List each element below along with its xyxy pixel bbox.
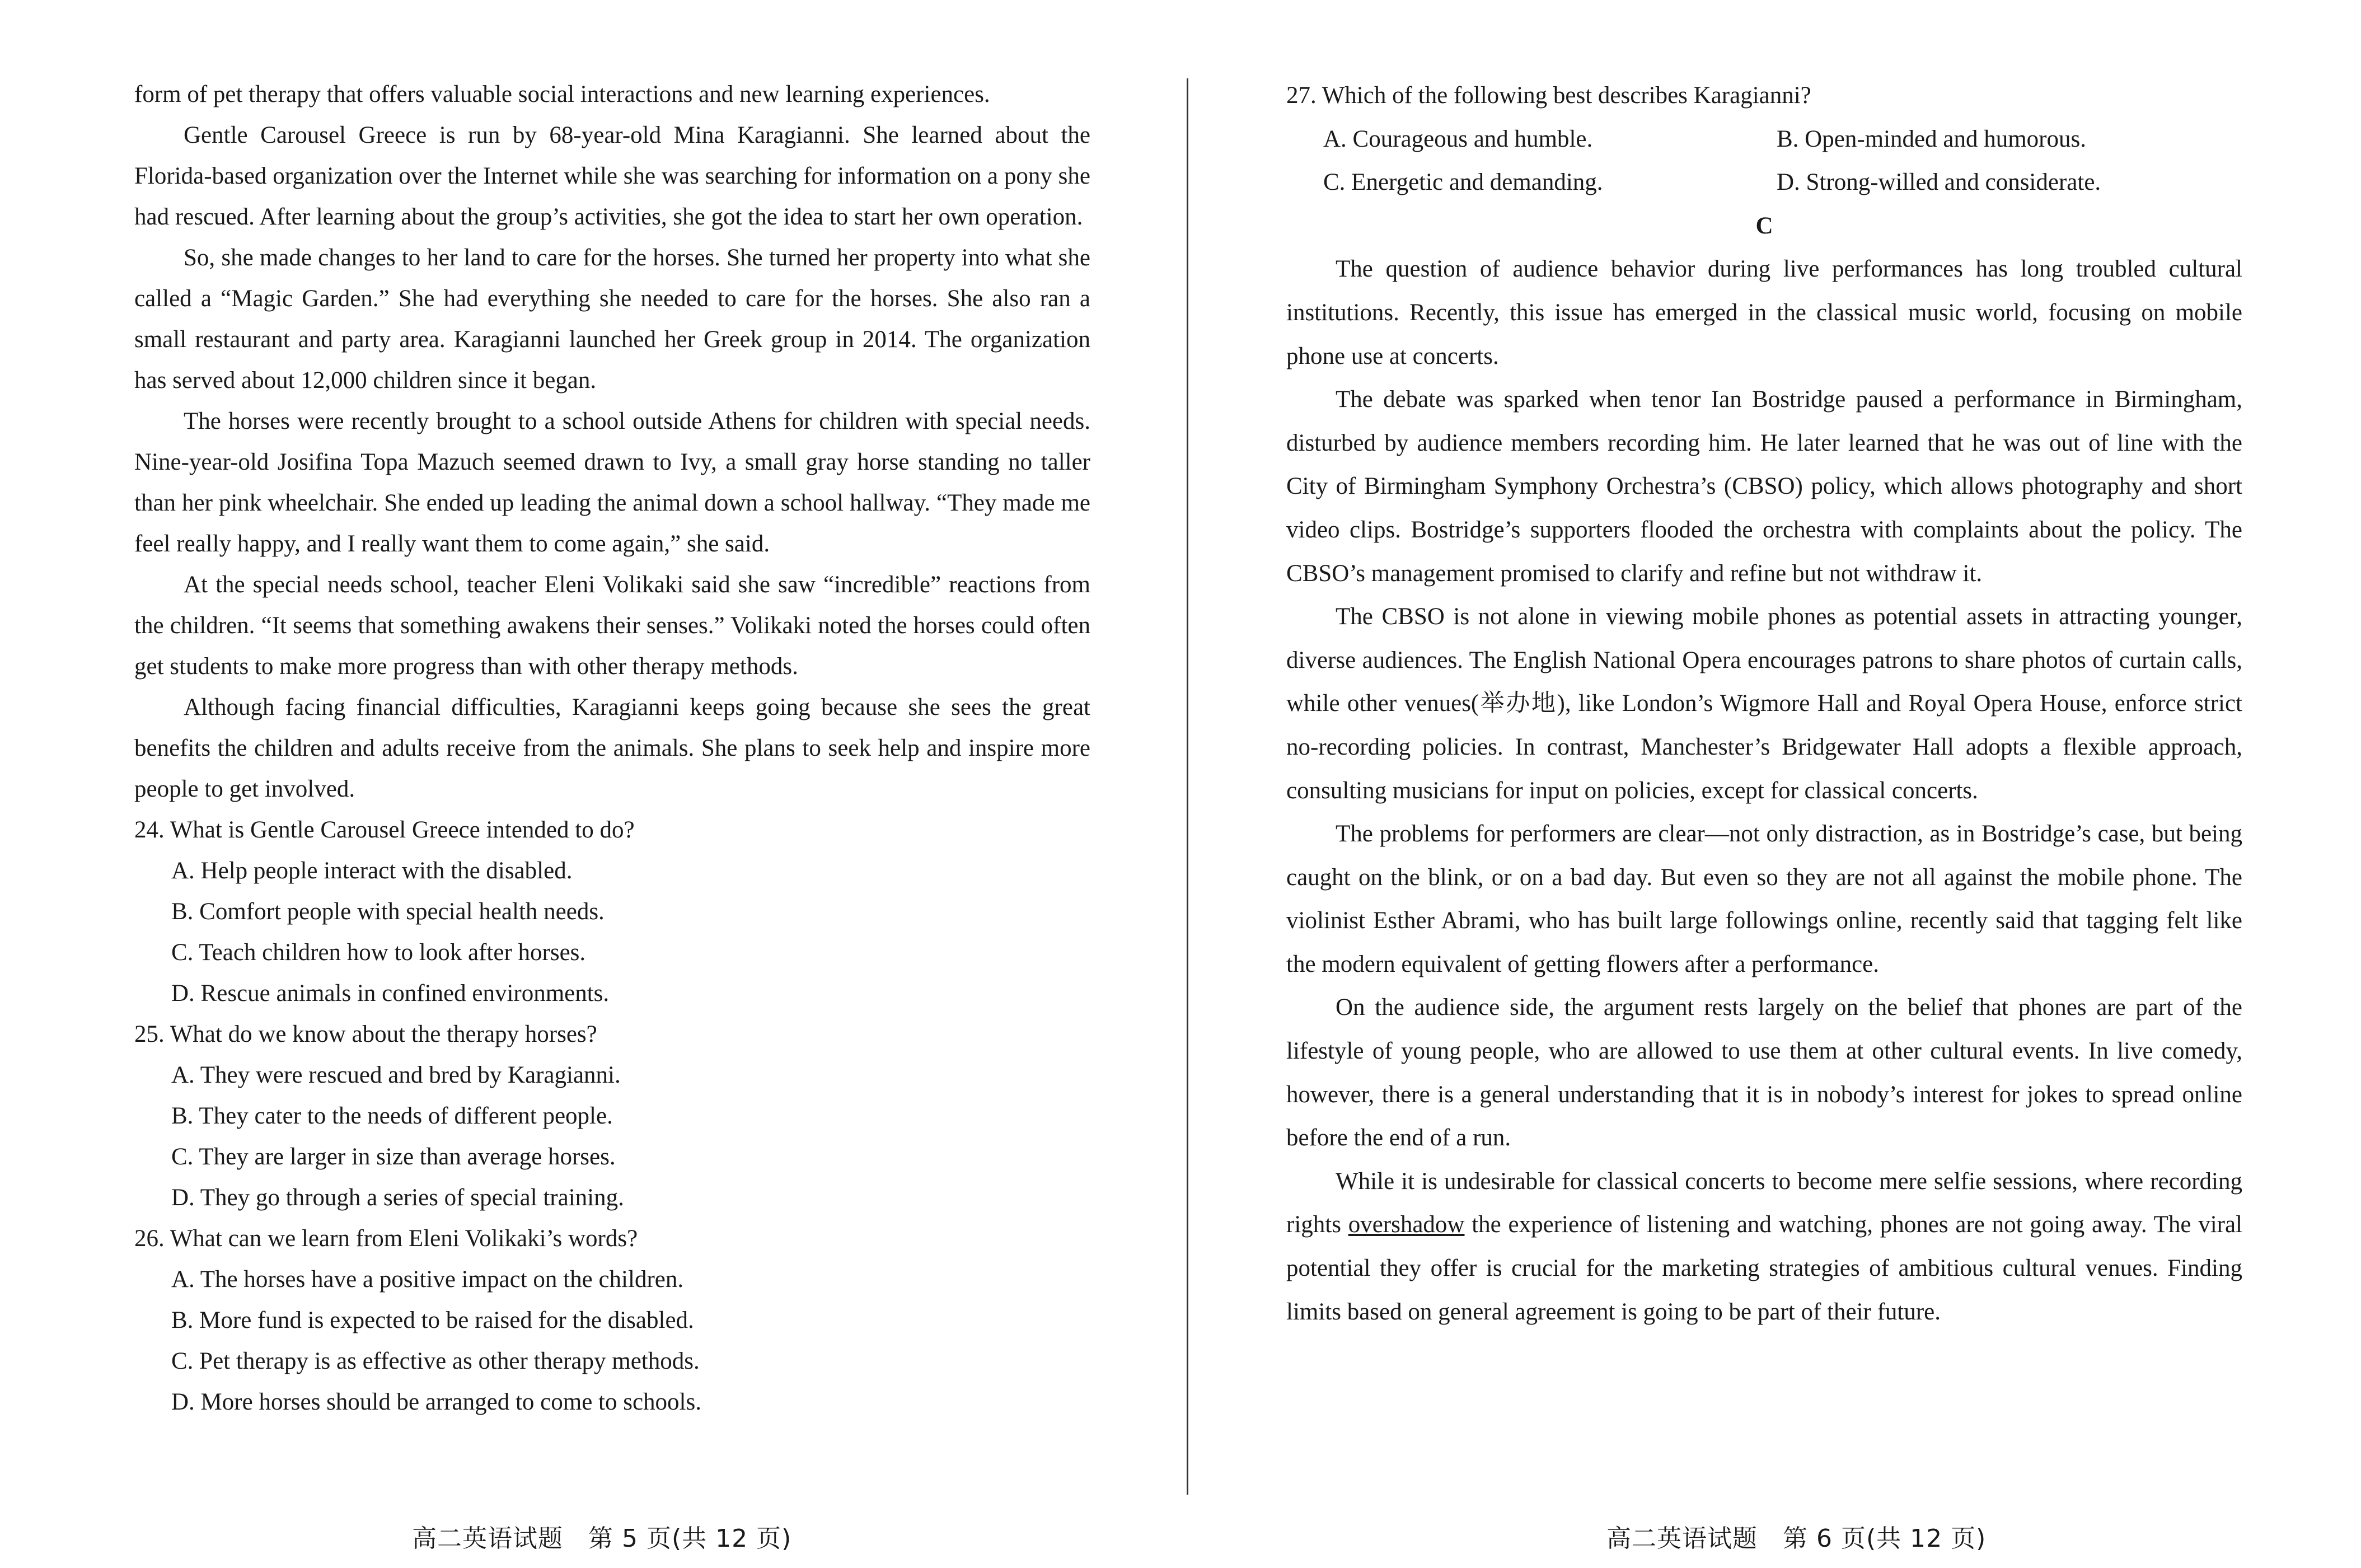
page-divider	[1187, 78, 1188, 1495]
paragraph: Gentle Carousel Greece is run by 68-year-old Mina Karagianni. She learned about the Florida-based organization over the Internet while she was searching for information on a pony she had rescued. After learning about the group’s activities, she got the idea to start her own operation.	[134, 122, 1090, 230]
paragraph: The question of audience behavior during live performances has long troubled cultural institutions. Recently, this issue has emerged in the classical music world, focusing on mobile phone use at concerts.	[1286, 256, 2242, 369]
option: C. Teach children how to look after horses.	[171, 939, 586, 966]
question-26	[134, 1218, 1090, 1422]
page-footer-right: 高二英语试题 第 6 页(共 12 页)	[1606, 1524, 1987, 1553]
option: D. Strong-willed and considerate.	[1777, 169, 2101, 196]
paragraph	[1286, 1160, 2242, 1333]
option: A. The horses have a positive impact on the children.	[171, 1266, 684, 1293]
paragraph: form of pet therapy that offers valuable social interactions and new learning experiences.	[134, 81, 990, 107]
option: B. Open-minded and humorous.	[1777, 125, 2086, 152]
text: While it is undesirable for classical concerts to become mere selfie sessions, where recording rights	[1286, 1168, 2242, 1238]
text: the experience of listening and watching, phones are not going away. The viral potential they offer is crucial for the marketing strategies of ambitious cultural venues. Finding limits based on general agreement is going to be part of their future.	[1286, 1211, 2242, 1325]
option: D. More horses should be arranged to come to schools.	[171, 1389, 701, 1415]
option: A. They were rescued and bred by Karagianni.	[171, 1062, 621, 1088]
option: D. Rescue animals in confined environments.	[171, 980, 610, 1007]
left-page-column	[134, 74, 1090, 1422]
paragraph: So, she made changes to her land to care for the horses. She turned her property into what she called a “Magic Garden.” She had everything she needed to care for the horses. She also ran a small restaurant and party area. Karagianni launched her Greek group in 2014. The organization has served about 12,000 children since it began.	[134, 245, 1090, 394]
option: A. Courageous and humble.	[1323, 125, 1593, 152]
option: C. Energetic and demanding.	[1323, 169, 1603, 196]
option: B. They cater to the needs of different people.	[171, 1103, 613, 1129]
option: A. Help people interact with the disabled.	[171, 858, 573, 884]
option: C. They are larger in size than average horses.	[171, 1144, 616, 1170]
question-27	[1286, 74, 2242, 204]
option: B. Comfort people with special health needs.	[171, 898, 605, 925]
option: C. Pet therapy is as effective as other therapy methods.	[171, 1348, 700, 1374]
option: D. They go through a series of special training.	[171, 1185, 624, 1211]
paragraph: Although facing financial difficulties, Karagianni keeps going because she sees the great benefits the children and adults receive from the animals. She plans to seek help and inspire more people to get involved.	[134, 694, 1090, 802]
paragraph: At the special needs school, teacher Eleni Volikaki said she saw “incredible” reactions from the children. “It seems that something awakens their senses.” Volikaki noted the horses could often get students to make more progress than with other therapy methods.	[134, 572, 1090, 680]
paragraph: On the audience side, the argument rests largely on the belief that phones are part of the lifestyle of young people, who are allowed to use them at other cultural events. In live comedy, however, there is a general understanding that it is in nobody’s interest for jokes to spread online before the end of a run.	[1286, 994, 2242, 1152]
paragraph: The CBSO is not alone in viewing mobile phones as potential assets in attracting younger, diverse audiences. The English National Opera encourages patrons to share photos of curtain calls, while other venues(举办地), like London’s Wigmore Hall and Royal Opera House, enforce strict no-recording policies. In contrast, Manchester’s Bridgewater Hall adopts a flexible approach, consulting musicians for input on policies, except for classical concerts.	[1286, 603, 2242, 804]
paragraph: The debate was sparked when tenor Ian Bostridge paused a performance in Birmingham, disturbed by audience members recording him. He later learned that he was out of line with the City of Birmingham Symphony Orchestra’s (CBSO) policy, which allows photography and short video clips. Bostridge’s supporters flooded the orchestra with complaints about the policy. The CBSO’s management promised to clarify and refine but not withdraw it.	[1286, 386, 2242, 587]
question-stem: 24. What is Gentle Carousel Greece intended to do?	[134, 817, 635, 843]
page-footer-left: 高二英语试题 第 5 页(共 12 页)	[412, 1524, 792, 1553]
underlined-word: overshadow	[1348, 1211, 1465, 1238]
question-stem: 25. What do we know about the therapy horses?	[134, 1021, 597, 1047]
paragraph: The problems for performers are clear—not only distraction, as in Bostridge’s case, but being caught on the blink, or on a bad day. But even so they are not all against the mobile phone. The violinist Esther Abrami, who has built large followings online, recently said that tagging felt like the modern equivalent of getting flowers after a performance.	[1286, 821, 2242, 977]
paragraph: The horses were recently brought to a school outside Athens for children with special needs. Nine-year-old Josifina Topa Mazuch seemed drawn to Ivy, a small gray horse standing no taller than her pink wheelchair. She ended up leading the animal down a school hallway. “They made me feel really happy, and I really want them to come again,” she said.	[134, 408, 1090, 557]
question-stem: 26. What can we learn from Eleni Volikaki’s words?	[134, 1225, 638, 1252]
question-24	[134, 809, 1090, 1014]
right-page-column	[1286, 74, 2242, 1333]
question-25	[134, 1014, 1090, 1218]
question-stem: 27. Which of the following best describes Karagianni?	[1286, 82, 1811, 109]
option: B. More fund is expected to be raised for the disabled.	[171, 1307, 694, 1333]
section-heading: C	[1755, 212, 1773, 239]
